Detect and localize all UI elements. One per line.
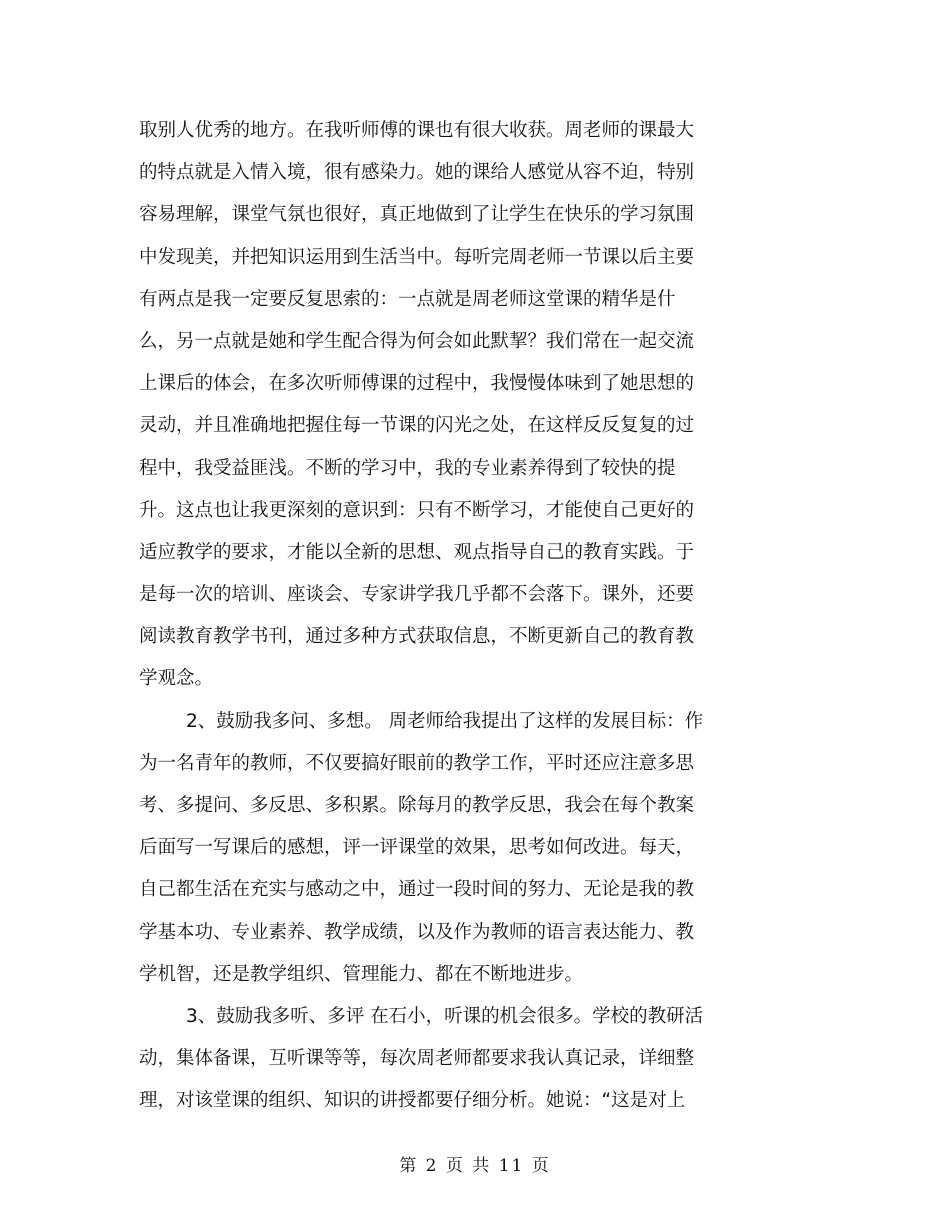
text-line: 学机智，还是教学组织、管理能力、都在不断地进步。 <box>139 963 584 985</box>
body-text <box>139 110 789 1123</box>
text-line: 学观念。 <box>139 668 214 690</box>
text-line: 考、多提问、多反思、多积累。除每月的教学反思，我会在每个教案 <box>139 795 695 816</box>
text-line: 为一名青年的教师，不仅要搞好眼前的教学工作，平时还应注意多思 <box>139 752 695 774</box>
text-line: 适应教学的要求，才能以全新的思想、观点指导自己的教育实践。于 <box>139 541 695 563</box>
paragraph-heading-line: 2、鼓励我多问、多想。 周老师给我提出了这样的发展目标：作 <box>186 710 704 732</box>
text-line: 学基本功、专业素养、教学成绩，以及作为教师的语言表达能力、教 <box>139 921 695 943</box>
paragraph-heading-line: 3、鼓励我多听、多评 在石小，听课的机会很多。学校的教研活 <box>186 1005 704 1027</box>
text-line: 后面写一写课后的感想，评一评课堂的效果，思考如何改进。每天， <box>139 837 695 859</box>
text-line: 阅读教育教学书刊，通过多种方式获取信息，不断更新自己的教育教 <box>139 626 695 648</box>
text-line: 升。这点也让我更深刻的意识到：只有不断学习，才能使自己更好的 <box>139 499 695 521</box>
text-line: 是每一次的培训、座谈会、专家讲学我几乎都不会落下。课外，还要 <box>139 584 695 606</box>
text-line: 有两点是我一定要反复思索的：一点就是周老师这堂课的精华是什 <box>139 288 676 310</box>
text-line: 灵动，并且准确地把握住每一节课的闪光之处，在这样反反复复的过 <box>139 415 695 437</box>
text-line: 容易理解，课堂气氛也很好，真正地做到了让学生在快乐的学习氛围 <box>139 204 695 226</box>
text-line: 取别人优秀的地方。在我听师傅的课也有很大收获。周老师的课最大 <box>139 120 695 141</box>
text-line: 自己都生活在充实与感动之中，通过一段时间的努力、无论是我的教 <box>139 879 695 901</box>
text-line: 理，对该堂课的组织、知识的讲授都要仔细分析。她说：“这是对上 <box>139 1090 686 1112</box>
text-line: 么，另一点就是她和学生配合得为何会如此默挈？我们常在一起交流 <box>139 330 695 352</box>
text-line: 程中，我受益匪浅。不断的学习中，我的专业素养得到了较快的提 <box>139 457 676 479</box>
text-line: 动，集体备课，互听课等等，每次周老师都要求我认真记录，详细整 <box>139 1048 695 1070</box>
text-line: 中发现美，并把知识运用到生活当中。每听完周老师一节课以后主要 <box>139 246 695 268</box>
text-line: 的特点就是入情入境，很有感染力。她的课给人感觉从容不迫，特别 <box>139 162 695 184</box>
text-line: 上课后的体会，在多次听师傅课的过程中，我慢慢体味到了她思想的 <box>139 373 695 395</box>
page-number-footer: 第 2 页 共 11 页 <box>399 1156 551 1176</box>
